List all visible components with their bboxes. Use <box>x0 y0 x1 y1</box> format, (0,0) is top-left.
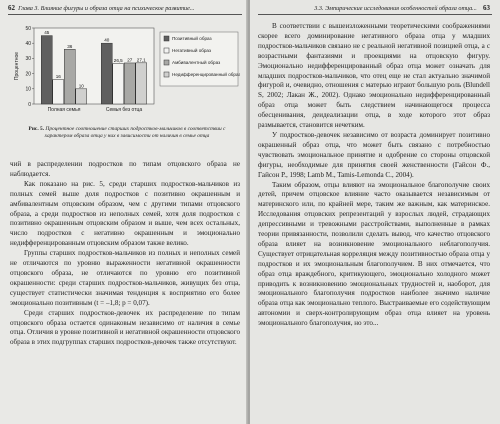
right-running-head <box>314 2 490 14</box>
y-tick-label: 50 <box>25 25 31 32</box>
legend-entry: Позитивный образ <box>172 36 212 41</box>
bar <box>41 36 52 104</box>
y-tick-label: 40 <box>25 41 31 47</box>
bar <box>76 89 87 104</box>
legend-swatch <box>164 36 169 41</box>
bar <box>101 43 112 104</box>
legend-swatch <box>164 72 169 77</box>
right-paragraph: Таким образом, отцы влияют на эмоциональное благополучие своих детей, причем отцовское влияние часто оказывается независимым от материнского или, по крайней мере, таким же важным, как материнское. Исследования отцовских репрезентаций у взрослых людей, страдающих депрессивными и тревожными расстройствами, выполненные в рамках теории привязанности, позволили сделать вывод, что качество отцовского образа влияет на возникновение эмоционального неблагополучия. Существует отрицательная корреляция между позитивностью образа отца у подростков и их эмоциональным благополучием. В них отмечается, что образ отца враждебного, критикующего, эмоционально холодного может приводить к возникновению эмоциональных трудностей и, наоборот, для эмоционального благополучия подростков наиболее значимо наличие образа отца как эмоционально теплого. Выстраиваемые его содействующим автономии и сверх-контролирующим образ отца влияет на уровень эмоционального благополучия, но это... <box>258 180 490 328</box>
left-paragraph: Среди старших подростков-девочек их распределение по типам отцовского образа остается одинаковым независимо от наличия в семье отца. Отличия в уровне позитивной и негативной окрашенности отцовского образа в этих подгруппах старших подростков-девочек также отсутствуют. <box>10 308 241 347</box>
bar <box>136 63 147 104</box>
left-paragraph: чий в распределении подростков по типам отцовского образа не наблюдается. <box>10 160 240 178</box>
bar <box>64 49 75 104</box>
legend-swatch <box>164 48 169 53</box>
legend-entry: Недифференцированный образ <box>172 72 240 77</box>
bar <box>53 80 64 104</box>
bar-data-label: 27,1 <box>136 57 146 63</box>
bar-data-label: 16 <box>55 74 61 80</box>
bar-data-label: 10 <box>78 83 84 89</box>
bar-chart <box>12 20 240 124</box>
left-page <box>0 0 248 424</box>
left-running-head <box>8 2 195 14</box>
bar-data-label: 45 <box>44 30 50 36</box>
left-paragraph: Как показано на рис. 5, среди старших подростков-мальчиков из полных семей выше доля подростков с позитивно окрашенным и амбивалентным отцовским образом, чем с другими типами отцовского образа, а среди подростков из неполных семей, хотя доля подростков с позитивно окрашенным отцовским образом и выше, чем всех остальных, число подростков с негативно окрашенным и эмоционально недифференцированным отцовским образом также велико. <box>10 179 240 248</box>
bar <box>124 63 135 104</box>
right-running-head-title: 3.3. Эмпирические исследования особенностей образа отца... <box>314 5 477 12</box>
legend-swatch <box>164 60 169 65</box>
right-paragraph: У подростков-девочек независимо от возраста доминирует позитивно окрашенный образ отца, что может быть связано с потребностью чувствовать эмоциональное принятие и одобрение со стороны отцовской фигуры, необходимые для принятия своей женственности (Гайсон Ф., Гайсон Р., 1998; Lamb M., Tamis-Lemonda C., 2004). <box>258 130 490 179</box>
left-body-text <box>10 160 240 348</box>
right-page-number: 63 <box>483 4 490 12</box>
y-axis-label: Процентное <box>14 51 20 81</box>
x-category-label: Полная семья <box>47 107 81 113</box>
bar <box>113 64 124 104</box>
y-tick-label: 10 <box>25 86 31 93</box>
y-tick-label: 20 <box>25 71 31 78</box>
right-paragraph: В соответствии с вышеизложенными теоретическими соображениями скорее всего доминирование негативного образа отца у младших подростков-мальчиков связано не с реальной негативной позицией отца, а с возрастными фантазиями и проекциями на отцовскую фигуру. Эмоционально недифференцированный образ отца может означать для младших подростков-мальчиков, что отец еще не стал актуально значимой фигурой и, очевидно, отношения с матерью играют большую роль (Blundell S, 2002; Лакан Ж., 2002). Однако эмоционально недифференцированный образ отца может быть следствием начинающегося процесса обесценивания, деидеализации отца, в ходе которого этот образ размывается, становится нечетким. <box>258 22 490 130</box>
figure-caption-label: Рис. 5. <box>28 126 45 132</box>
x-category-label: Семья без отца <box>105 107 143 113</box>
right-header-rule <box>258 14 492 15</box>
legend-entry: Негативный образ <box>172 48 212 53</box>
left-running-head-title: Глава 3. Влияние фигуры и образа отца на психическое развитие... <box>18 5 195 12</box>
left-header-rule <box>8 14 242 15</box>
bar-data-label: 27 <box>127 57 133 63</box>
bar-data-label: 40 <box>104 37 110 43</box>
bar-data-label: 36 <box>67 43 73 49</box>
y-tick-label: 30 <box>25 56 31 63</box>
right-body-text <box>258 22 490 329</box>
bar-data-label: 26,5 <box>113 58 123 64</box>
figure-caption-text: Процентное соотношение старших подростков-мальчиков в соответствии с характером образа отца у них в зависимости от наличия в семье отца <box>44 126 226 139</box>
left-page-number: 62 <box>8 4 15 12</box>
left-paragraph: Группы старших подростков-мальчиков из полных и неполных семей не отличаются по уровню выраженности негативной окрашенности отцовского образа, не отличаются по уровню его позитивной окрашенности: среди старших подростков-мальчиков, живущих без отца, существует статистически значимая тенденция к восприятию его более эмоционально позитивным (t = –1,8; p = 0,07). <box>10 249 240 307</box>
right-page <box>250 0 500 424</box>
y-tick-label: 0 <box>28 101 31 108</box>
legend-entry: Амбивалентный образ <box>172 60 221 65</box>
figure-5-chart <box>12 20 240 124</box>
figure-caption <box>18 126 236 140</box>
